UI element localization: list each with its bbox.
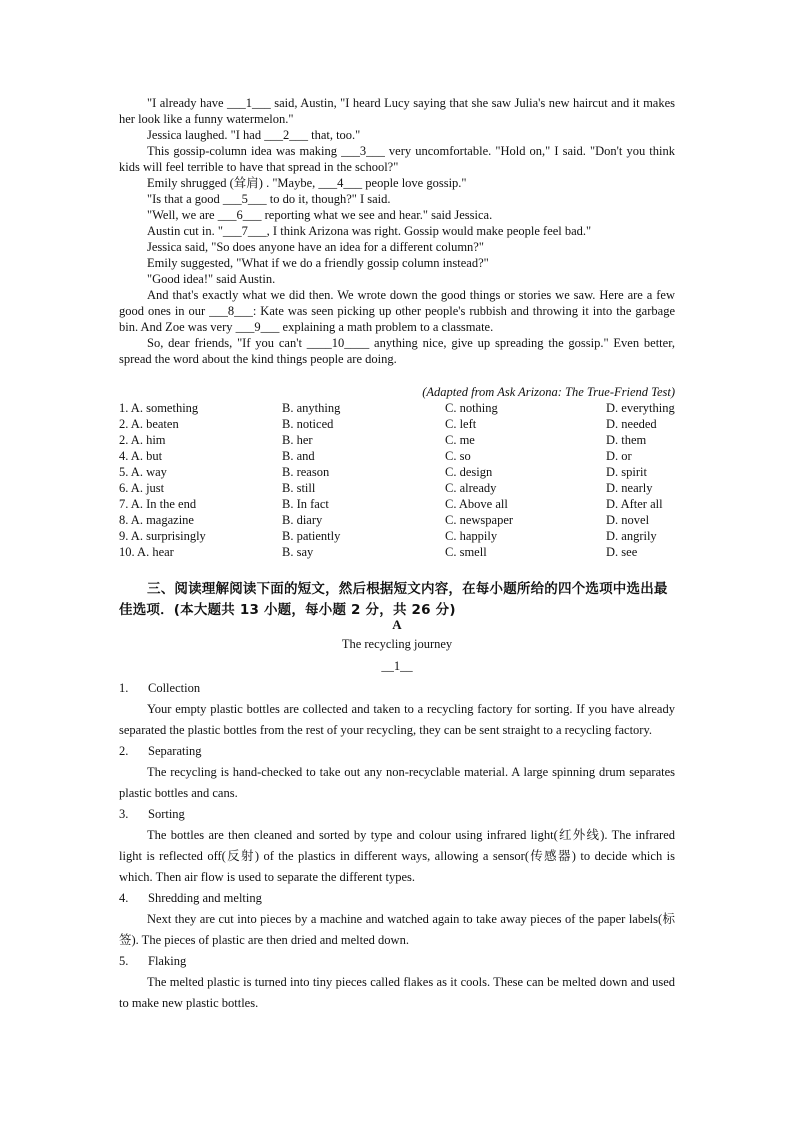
passage-paragraph: "I already have ___1___ said, Austin, "I heard Lucy saying that she saw Julia's new haircut and it makes her look like a funny watermelon."	[119, 96, 675, 126]
option-d: D. spirit	[606, 465, 647, 479]
step-number: 3.	[119, 807, 129, 821]
option-a: 2. A. him	[119, 433, 166, 447]
article-title: The recycling journey	[341, 637, 453, 651]
passage-paragraph: Emily shrugged (耸肩) . "Maybe, ___4___ people love gossip."	[147, 176, 467, 190]
step-body: Your empty plastic bottles are collected and taken to a recycling factory for sorting. If you have already separated the plastic bottles from the rest of your recycling, they can be sent straight to a recycling factory.	[119, 702, 675, 737]
passage-paragraph: Emily suggested, "What if we do a friendly gossip column instead?"	[147, 256, 489, 270]
option-c: C. smell	[445, 545, 487, 559]
passage-paragraph: "Good idea!" said Austin.	[147, 272, 276, 286]
passage-paragraph: "Is that a good ___5___ to do it, though?" I said.	[147, 192, 391, 206]
option-d: D. needed	[606, 417, 657, 431]
step-heading	[119, 804, 675, 825]
section-heading: 三、阅读理解阅读下面的短文，然后根据短文内容，在每小题所给的四个选项中选出最佳选项．(本大题共 13 小题，每小题 2 分，共 26 分)	[119, 581, 668, 618]
option-c: C. so	[445, 449, 471, 463]
option-a: 8. A. magazine	[119, 513, 194, 527]
option-a: 6. A. just	[119, 481, 165, 495]
option-row	[119, 544, 675, 560]
option-a: 1. A. something	[119, 401, 199, 415]
option-row	[119, 512, 675, 528]
option-row	[119, 416, 675, 432]
option-b: B. In fact	[282, 497, 329, 511]
step-heading	[119, 888, 675, 909]
option-row	[119, 480, 675, 496]
step-number: 2.	[119, 744, 129, 758]
option-row	[119, 432, 675, 448]
step-number: 5.	[119, 954, 129, 968]
step-item	[119, 804, 675, 888]
option-a: 7. A. In the end	[119, 497, 197, 511]
option-a: 2. A. beaten	[119, 417, 179, 431]
step-heading	[119, 951, 675, 972]
option-a: 10. A. hear	[119, 545, 174, 559]
option-b: B. her	[282, 433, 313, 447]
step-item	[119, 678, 675, 741]
option-c: C. me	[445, 433, 475, 447]
option-d: D. novel	[606, 513, 650, 527]
option-c: C. design	[445, 465, 493, 479]
step-item	[119, 888, 675, 951]
step-body: Next they are cut into pieces by a machine and watched again to take away pieces of the paper labels(标签). The pieces of plastic are then dried and melted down.	[119, 912, 675, 947]
option-c: C. nothing	[445, 401, 498, 415]
option-d: D. everything	[606, 401, 675, 415]
title-blank: __1__	[381, 659, 413, 673]
passage-paragraph: Jessica said, "So does anyone have an idea for a different column?"	[147, 240, 484, 254]
passage-paragraph: So, dear friends, "If you can't ____10____ anything nice, give up spreading the gossip." Even better, spread the word about the kind things people are doing.	[119, 336, 675, 366]
step-body: The melted plastic is turned into tiny pieces called flakes as it cools. These can be melted down and used to make new plastic bottles.	[119, 975, 675, 1010]
source-citation: (Adapted from Ask Arizona: The True-Friend Test)	[422, 385, 675, 399]
option-a: 4. A. but	[119, 449, 163, 463]
option-a: 9. A. surprisingly	[119, 529, 206, 543]
option-b: B. reason	[282, 465, 330, 479]
option-row	[119, 528, 675, 544]
option-d: D. After all	[606, 497, 663, 511]
answer-options	[119, 400, 675, 560]
option-d: D. them	[606, 433, 647, 447]
option-row	[119, 496, 675, 512]
step-body: The recycling is hand-checked to take out any non-recyclable material. A large spinning drum separates plastic bottles and cans.	[119, 765, 675, 800]
step-title: Separating	[148, 744, 202, 758]
option-c: C. happily	[445, 529, 498, 543]
passage-paragraph: "Well, we are ___6___ reporting what we see and hear." said Jessica.	[147, 208, 493, 222]
recycling-steps	[119, 678, 675, 1014]
step-number: 4.	[119, 891, 129, 905]
option-b: B. diary	[282, 513, 323, 527]
step-title: Shredding and melting	[148, 891, 262, 905]
option-d: D. angrily	[606, 529, 657, 543]
option-d: D. nearly	[606, 481, 653, 495]
option-d: D. or	[606, 449, 632, 463]
option-b: B. patiently	[282, 529, 341, 543]
step-title: Flaking	[148, 954, 187, 968]
option-a: 5. A. way	[119, 465, 167, 479]
passage-paragraph: This gossip-column idea was making ___3___ very uncomfortable. "Hold on," I said. "Don't you think kids will feel terrible to have that spread in the school?"	[119, 144, 675, 174]
passage-paragraph: Jessica laughed. "I had ___2___ that, too."	[147, 128, 361, 142]
option-c: C. already	[445, 481, 497, 495]
step-title: Sorting	[148, 807, 185, 821]
step-title: Collection	[148, 681, 201, 695]
option-c: C. Above all	[445, 497, 508, 511]
option-b: B. noticed	[282, 417, 334, 431]
step-number: 1.	[119, 681, 129, 695]
option-d: D. see	[606, 545, 638, 559]
step-item	[119, 741, 675, 804]
option-b: B. anything	[282, 401, 341, 415]
option-c: C. left	[445, 417, 477, 431]
cloze-passage	[119, 95, 675, 367]
part-label: A	[392, 617, 402, 632]
option-b: B. and	[282, 449, 315, 463]
option-row	[119, 400, 675, 416]
option-c: C. newspaper	[445, 513, 514, 527]
option-row	[119, 448, 675, 464]
step-heading	[119, 678, 675, 699]
option-b: B. say	[282, 545, 314, 559]
option-row	[119, 464, 675, 480]
step-body: The bottles are then cleaned and sorted by type and colour using infrared light(红外线). The infrared light is reflected off(反射) of the plastics in different ways, allowing a sensor(传感器) to decide which is which. Then air flow is used to separate the different types.	[119, 828, 675, 884]
option-b: B. still	[282, 481, 316, 495]
passage-paragraph: And that's exactly what we did then. We wrote down the good things or stories we saw. Here are a few good ones in our ___8___: Kate was seen picking up other people's rubbish and throwing it into the garbage bin. And Zoe was very ___9___ explaining a math problem to a classmate.	[119, 288, 675, 334]
passage-paragraph: Austin cut in. "___7___, I think Arizona was right. Gossip would make people feel bad."	[147, 224, 592, 238]
step-heading	[119, 741, 675, 762]
step-item	[119, 951, 675, 1014]
